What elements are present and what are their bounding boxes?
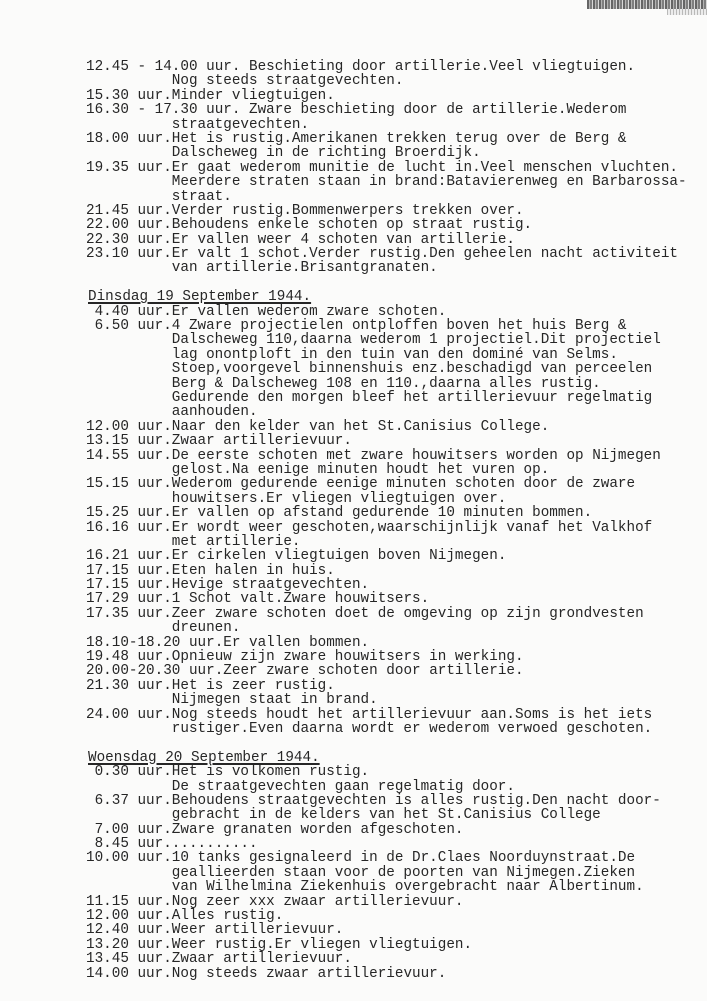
entry-text: Zeer zware schoten doet de omgeving op zijn grondvesten [171, 605, 644, 622]
entry-continuation-line [86, 391, 687, 405]
entry-time: 16.30 - 17.30 uur. [86, 102, 250, 119]
diary-entry [86, 636, 687, 650]
diary-entry [86, 506, 687, 520]
entry-text: Behoudens straatgevechten is alles rustig.Den nacht door- [171, 792, 661, 809]
entry-first-line [86, 247, 687, 261]
diary-entry [86, 794, 687, 823]
entry-text: De eerste schoten met zware houwitsers worden op Nijmegen [171, 447, 661, 464]
diary-entry [86, 938, 687, 952]
diary-entry [86, 909, 687, 923]
typewritten-diary-page [86, 60, 687, 1001]
entry-time: 12.45 - 14.00 uur. [86, 59, 250, 75]
entry-text: Eten halen in huis. [171, 562, 335, 579]
entry-time: 16.16 uur. [86, 519, 172, 536]
entry-time: 15.15 uur. [86, 476, 172, 493]
entry-time: 12.00 uur. [86, 418, 172, 435]
entry-text: met artillerie. [171, 533, 301, 550]
diary-entry [86, 967, 687, 981]
entry-text: Berg & Dalscheweg 108 en 110.,daarna alles rustig. [171, 375, 601, 392]
diary-entry [86, 578, 687, 592]
diary-entry [86, 161, 687, 204]
entry-continuation-line [86, 722, 687, 736]
diary-entry [86, 60, 687, 89]
entry-continuation-line [86, 362, 687, 376]
diary-entry [86, 952, 687, 966]
entry-time: 20.00-20.30 uur. [86, 663, 224, 680]
diary-section [86, 60, 687, 276]
entry-continuation-line [86, 118, 687, 132]
entry-time: 19.35 uur. [86, 159, 172, 176]
entry-first-line [86, 218, 687, 232]
scan-edge-artifact [587, 0, 707, 9]
entry-first-line [86, 765, 687, 779]
diary-entry [86, 218, 687, 232]
diary-section [86, 290, 687, 736]
entry-text: Nijmegen staat in brand. [171, 692, 378, 709]
entry-text: geallieerden staan voor de poorten van Nijmegen.Zieken [171, 864, 636, 881]
entry-text: Behoudens enkele schoten op straat rustig. [171, 217, 533, 234]
entry-text: Weer rustig.Er vliegen vliegtuigen. [171, 936, 473, 953]
entry-text: Meerdere straten staan in brand:Batavierenweg en Barbarossa- [171, 174, 687, 191]
entry-first-line [86, 103, 687, 117]
entry-continuation-line [86, 880, 687, 894]
entry-text: Dalscheweg 110,daarna wederom 1 projectiel.Dit projectiel [171, 332, 661, 349]
entry-text: Er vallen weer 4 schoten van artillerie. [171, 231, 515, 248]
entry-text: Zeer zware schoten door artillerie. [223, 663, 524, 680]
entry-text: Nog steeds houdt het artillerievuur aan.Soms is het iets [171, 706, 653, 723]
diary-entry [86, 592, 687, 606]
entry-time: 13.20 uur. [86, 936, 172, 953]
diary-entry [86, 895, 687, 909]
diary-entry [86, 434, 687, 448]
entry-first-line [86, 89, 687, 103]
entry-text: Nog steeds zwaar artillerievuur. [171, 965, 447, 982]
entry-text: Opnieuw zijn zware houwitsers in werking. [171, 649, 524, 666]
entry-text: Er vallen op afstand gedurende 10 minuten bommen. [171, 505, 593, 522]
entry-first-line [86, 636, 687, 650]
entry-text: Nog steeds straatgevechten. [171, 73, 404, 90]
entry-continuation-line [86, 175, 687, 189]
diary-entry [86, 132, 687, 161]
entry-text: 10 tanks gesignaleerd in de Dr.Claes Noorduynstraat.De [171, 850, 636, 867]
entry-first-line [86, 305, 687, 319]
entry-time: 23.10 uur. [86, 246, 172, 263]
entry-text: Verder rustig.Bommenwerpers trekken over. [171, 202, 524, 219]
entry-text: Gedurende den morgen bleef het artillerievuur regelmatig [171, 389, 653, 406]
scan-edge-artifact [667, 9, 707, 15]
entry-text: 1 Schot valt.Zware houwitsers. [171, 591, 430, 608]
entry-first-line [86, 233, 687, 247]
entry-time: 17.15 uur. [86, 577, 172, 594]
entry-first-line [86, 679, 687, 693]
diary-entry [86, 477, 687, 506]
entry-text: Beschieting door artillerie.Veel vliegtuigen. [249, 59, 636, 75]
entry-time: 8.45 uur. [94, 836, 172, 853]
diary-entry [86, 923, 687, 937]
entry-text: gebracht in de kelders van het St.Canisius College [171, 807, 601, 824]
diary-entry [86, 664, 687, 678]
entry-first-line [86, 851, 687, 865]
entry-time: 12.00 uur. [86, 908, 172, 925]
entry-text: van artillerie.Brisantgranaten. [171, 260, 438, 277]
entry-time: 22.00 uur. [86, 217, 172, 234]
entry-first-line [86, 952, 687, 966]
entry-text: Nog zeer xxx zwaar artillerievuur. [171, 893, 464, 910]
entry-time: 6.37 uur. [94, 792, 172, 809]
entry-first-line [86, 708, 687, 722]
entry-text: Er vallen wederom zware schoten. [171, 303, 447, 320]
entry-text: Het is zeer rustig. [171, 677, 335, 694]
entry-time: 15.30 uur. [86, 87, 172, 104]
entry-text: .......... [171, 836, 258, 853]
entry-text: straat. [171, 188, 232, 205]
entry-continuation-line [86, 348, 687, 362]
entry-first-line [86, 420, 687, 434]
entry-time: 6.50 uur. [94, 318, 172, 335]
entry-continuation-line [86, 866, 687, 880]
diary-entry [86, 549, 687, 563]
entry-time: 13.15 uur. [86, 433, 172, 450]
entry-text: houwitsers.Er vliegen vliegtuigen over. [171, 490, 507, 507]
entry-time: 13.45 uur. [86, 951, 172, 968]
entry-first-line [86, 923, 687, 937]
diary-entry [86, 305, 687, 319]
entry-time: 11.15 uur. [86, 893, 172, 910]
entry-text: aanhouden. [171, 404, 258, 421]
entry-continuation-line [86, 492, 687, 506]
entry-first-line [86, 521, 687, 535]
entry-time: 18.00 uur. [86, 130, 172, 147]
entry-text: Dalscheweg in de richting Broerdijk. [171, 145, 481, 162]
diary-entry [86, 89, 687, 103]
date-heading: Dinsdag 19 September 1944. [88, 289, 312, 306]
entry-text: Er gaat wederom munitie de lucht in.Veel menschen vluchten. [171, 159, 678, 176]
diary-entry [86, 204, 687, 218]
entry-text: Wederom gedurende eenige minuten schoten door de zware [171, 476, 636, 493]
diary-entry [86, 449, 687, 478]
diary-entry [86, 765, 687, 794]
diary-entry [86, 319, 687, 420]
entry-first-line [86, 60, 687, 74]
entry-first-line [86, 449, 687, 463]
entry-continuation-line [86, 377, 687, 391]
date-heading: Woensdag 20 September 1944. [88, 749, 320, 766]
entry-text: Zware granaten worden afgeschoten. [171, 821, 464, 838]
diary-section [86, 751, 687, 981]
entry-continuation-line [86, 535, 687, 549]
entry-text: dreunen. [171, 620, 241, 637]
diary-entry [86, 564, 687, 578]
entry-text: Hevige straatgevechten. [171, 577, 370, 594]
entry-time: 12.40 uur. [86, 922, 172, 939]
diary-entry [86, 851, 687, 894]
entry-first-line [86, 607, 687, 621]
diary-entry [86, 679, 687, 708]
diary-entry [86, 247, 687, 276]
entry-continuation-line [86, 405, 687, 419]
entry-time: 17.35 uur. [86, 605, 172, 622]
entry-time: 19.48 uur. [86, 649, 172, 666]
entry-first-line [86, 938, 687, 952]
entry-continuation-line [86, 261, 687, 275]
entry-first-line [86, 664, 687, 678]
entry-first-line [86, 909, 687, 923]
entry-text: Zwaar artillerievuur. [171, 433, 352, 450]
entry-first-line [86, 506, 687, 520]
entry-continuation-line [86, 463, 687, 477]
entry-text: Zwaar artillerievuur. [171, 951, 352, 968]
diary-entry [86, 420, 687, 434]
entry-first-line [86, 204, 687, 218]
diary-entry [86, 607, 687, 636]
entry-time: 4.40 uur. [94, 303, 172, 320]
entry-first-line [86, 967, 687, 981]
entry-time: 10.00 uur. [86, 850, 172, 867]
entry-text: De straatgevechten gaan regelmatig door. [171, 778, 515, 795]
entry-time: 15.25 uur. [86, 505, 172, 522]
entry-text: Er vallen bommen. [223, 634, 370, 651]
entry-text: Het is volkomen rustig. [171, 764, 370, 781]
entry-text: Er cirkelen vliegtuigen boven Nijmegen. [171, 548, 507, 565]
entry-continuation-line [86, 621, 687, 635]
entry-first-line [86, 823, 687, 837]
entry-text: Alles rustig. [171, 908, 284, 925]
entry-time: 14.00 uur. [86, 965, 172, 982]
entry-first-line [86, 434, 687, 448]
entry-time: 22.30 uur. [86, 231, 172, 248]
entry-text: Het is rustig.Amerikanen trekken terug over de Berg & [171, 130, 627, 147]
entry-first-line [86, 319, 687, 333]
entry-continuation-line [86, 808, 687, 822]
entry-text: rustiger.Even daarna wordt er wederom verwoed geschoten. [171, 720, 653, 737]
entry-continuation-line [86, 780, 687, 794]
entry-first-line [86, 578, 687, 592]
diary-entry [86, 521, 687, 550]
entry-first-line [86, 477, 687, 491]
entry-text: straatgevechten. [171, 116, 310, 133]
entry-first-line [86, 549, 687, 563]
entry-time: 7.00 uur. [94, 821, 172, 838]
entry-text: van Wilhelmina Ziekenhuis overgebracht naar Albertinum. [171, 879, 644, 896]
entry-text: Stoep,voorgevel binnenshuis enz.beschadigd van perceelen [171, 361, 653, 378]
entry-first-line [86, 564, 687, 578]
entry-text: 4 Zware projectielen ontploffen boven het huis Berg & [171, 318, 627, 335]
entry-continuation-line [86, 74, 687, 88]
entry-text: gelost.Na eenige minuten houdt het vuren op. [171, 461, 550, 478]
entry-text: Weer artillerievuur. [171, 922, 344, 939]
entry-time: 21.45 uur. [86, 202, 172, 219]
diary-entry [86, 708, 687, 737]
diary-entry [86, 837, 687, 851]
entry-time: 16.21 uur. [86, 548, 172, 565]
diary-entry [86, 823, 687, 837]
entry-first-line [86, 650, 687, 664]
entry-time: 0.30 uur. [94, 764, 172, 781]
diary-entry [86, 233, 687, 247]
entry-continuation-line [86, 693, 687, 707]
entry-time: 24.00 uur. [86, 706, 172, 723]
entry-time: 18.10-18.20 uur. [86, 634, 224, 651]
entry-first-line [86, 161, 687, 175]
diary-entry [86, 103, 687, 132]
entry-time: 21.30 uur. [86, 677, 172, 694]
entry-text: Er wordt weer geschoten,waarschijnlijk vanaf het Valkhof [171, 519, 653, 536]
entry-time: 17.15 uur. [86, 562, 172, 579]
entry-continuation-line [86, 190, 687, 204]
entry-first-line [86, 837, 687, 851]
entry-text: Minder vliegtuigen. [171, 87, 335, 104]
entry-first-line [86, 592, 687, 606]
entry-first-line [86, 895, 687, 909]
entry-first-line [86, 132, 687, 146]
diary-entry [86, 650, 687, 664]
entry-text: lag onontploft in den tuin van den dominé van Selms. [171, 346, 618, 363]
entry-time: 14.55 uur. [86, 447, 172, 464]
entry-continuation-line [86, 146, 687, 160]
entry-continuation-line [86, 333, 687, 347]
entry-text: Zware beschieting door de artillerie.Wederom [249, 102, 627, 119]
entry-text: Er valt 1 schot.Verder rustig.Den geheelen nacht activiteit [171, 246, 678, 263]
entry-text: Naar den kelder van het St.Canisius College. [171, 418, 550, 435]
entry-first-line [86, 794, 687, 808]
entry-time: 17.29 uur. [86, 591, 172, 608]
